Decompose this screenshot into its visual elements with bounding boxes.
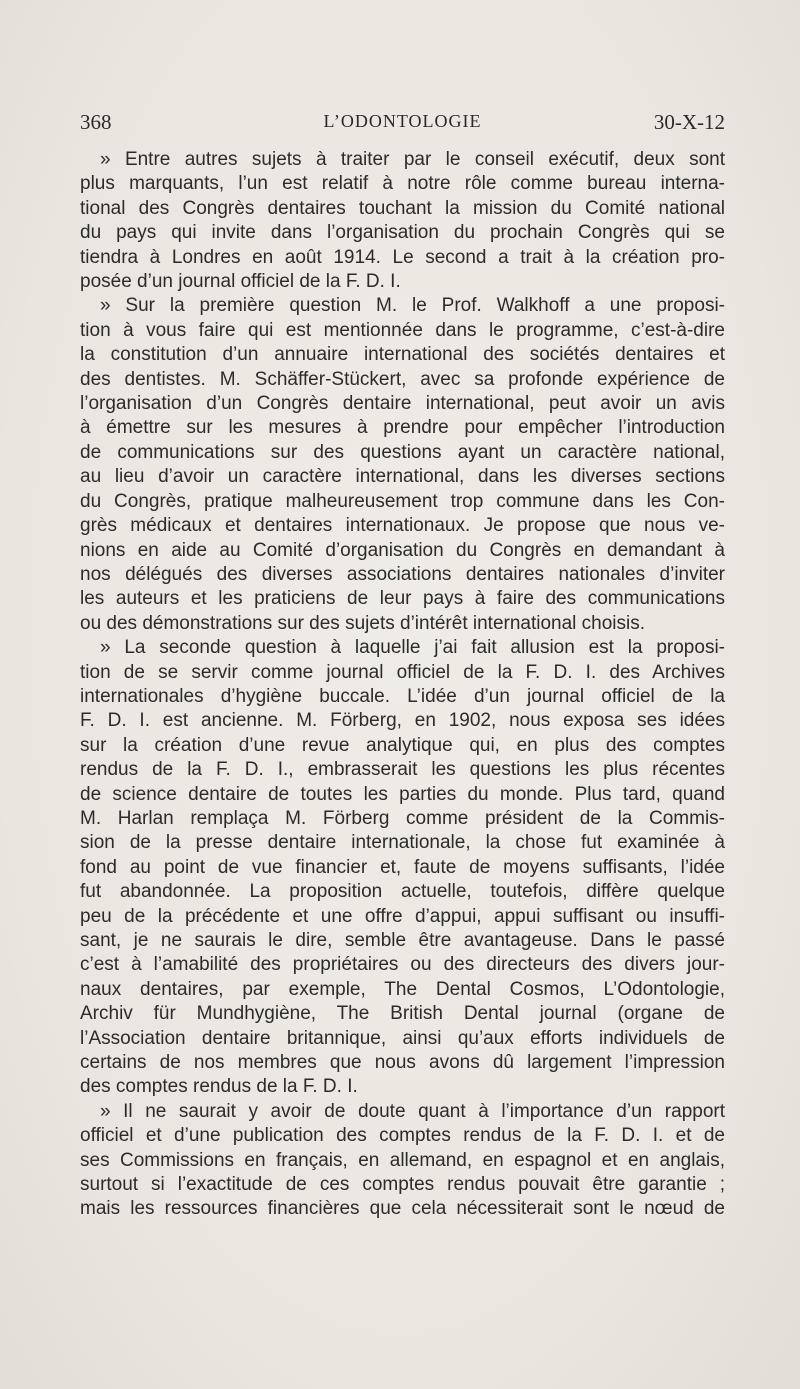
text-line: c’est à l’amabilité des propriétaires ou des directeurs des divers jour-: [80, 954, 725, 976]
text-line: des comptes rendus de la F. D. I.: [80, 1076, 358, 1098]
running-title: L’ODONTOLOGIE: [323, 111, 482, 131]
text-line: » Sur la première question M. le Prof. Walkhoff a une proposi-: [100, 295, 725, 317]
text-line: à émettre sur les mesures à prendre pour empêcher l’introduction: [80, 417, 725, 439]
text-line: peu de la précédente et une offre d’appui, appui suffisant ou insuffi-: [80, 905, 725, 927]
text-line: internationales d’hygiène buccale. L’idée d’un journal officiel de la: [80, 685, 725, 707]
text-line: ou des démonstrations sur des sujets d’intérêt international choisis.: [80, 612, 646, 634]
issue-date: 30-X-12: [653, 110, 725, 134]
text-line: naux dentaires, par exemple, The Dental Cosmos, L’Odontologie,: [80, 978, 725, 1000]
text-line: tion à vous faire qui est mentionnée dans le programme, c’est-à-dire: [80, 319, 725, 341]
text-line: des dentistes. M. Schäffer-Stückert, avec sa profonde expérience de: [80, 368, 725, 390]
text-line: sur la création d’une revue analytique qui, en plus des comptes: [80, 734, 725, 756]
text-line: mais les ressources financières que cela nécessiterait sont le nœud de: [80, 1198, 725, 1220]
text-line: plus marquants, l’un est relatif à notre rôle comme bureau interna-: [80, 173, 725, 195]
text-line: » Il ne saurait y avoir de doute quant à l’importance d’un rapport: [100, 1100, 725, 1122]
text-line: » La seconde question à laquelle j’ai fait allusion est la proposi-: [100, 637, 725, 659]
text-line: nos délégués des diverses associations dentaires nationales d’inviter: [80, 563, 725, 585]
text-line: l’Association dentaire britannique, ainsi qu’aux efforts individuels de: [80, 1027, 725, 1049]
text-line: rendus de la F. D. I., embrasserait les questions les plus récentes: [80, 759, 725, 781]
text-line: tion de se servir comme journal officiel de la F. D. I. des Archives: [80, 661, 725, 683]
text-line: l’organisation d’un Congrès dentaire international, peut avoir un avis: [80, 393, 725, 415]
text-line: certains de nos membres que nous avons dû largement l’impression: [80, 1052, 725, 1074]
text-line: la constitution d’un annuaire international des sociétés dentaires et: [80, 344, 725, 366]
text-line: Archiv für Mundhygiène, The British Dental journal (organe de: [80, 1003, 725, 1025]
text-line: du pays qui invite dans l’organisation du prochain Congrès qui se: [80, 222, 725, 244]
text-line: du Congrès, pratique malheureusement trop commune dans les Con-: [80, 490, 725, 512]
text-line: M. Harlan remplaça M. Förberg comme président de la Commis-: [80, 807, 725, 829]
text-line: sant, je ne saurais le dire, semble être avantageuse. Dans le passé: [80, 930, 725, 951]
text-line: les auteurs et les praticiens de leur pays à faire des communications: [80, 588, 725, 610]
text-line: sion de la presse dentaire internationale, la chose fut examinée à: [80, 832, 725, 854]
text-line: F. D. I. est ancienne. M. Förberg, en 1902, nous exposa ses idées: [80, 710, 725, 732]
page-header: [80, 110, 725, 140]
text-line: surtout si l’exactitude de ces comptes rendus pouvait être garantie ;: [80, 1174, 725, 1196]
text-line: au lieu d’avoir un caractère international, dans les diverses sections: [80, 466, 725, 488]
text-line: » Entre autres sujets à traiter par le conseil exécutif, deux sont: [100, 149, 725, 170]
text-line: fut abandonnée. La proposition actuelle, toutefois, diffère quelque: [80, 881, 725, 903]
text-line: tiendra à Londres en août 1914. Le second a trait à la création pro-: [80, 246, 725, 268]
page-number: 368: [80, 110, 112, 134]
text-line: de communications sur des questions ayant un caractère national,: [80, 441, 725, 463]
text-line: de science dentaire de toutes les parties du monde. Plus tard, quand: [80, 783, 725, 805]
text-line: posée d’un journal officiel de la F. D. I.: [80, 271, 401, 293]
text-line: ses Commissions en français, en allemand, en espagnol et en anglais,: [80, 1149, 725, 1171]
text-line: fond au point de vue financier et, faute de moyens suffisants, l’idée: [80, 856, 725, 878]
text-line: nions en aide au Comité d’organisation du Congrès en demandant à: [80, 539, 725, 561]
text-line: grès médicaux et dentaires internationaux. Je propose que nous ve-: [80, 515, 725, 537]
text-line: tional des Congrès dentaires touchant la mission du Comité national: [80, 197, 725, 219]
body-text: [80, 148, 725, 1222]
text-line: officiel et d’une publication des comptes rendus de la F. D. I. et de: [80, 1125, 725, 1147]
